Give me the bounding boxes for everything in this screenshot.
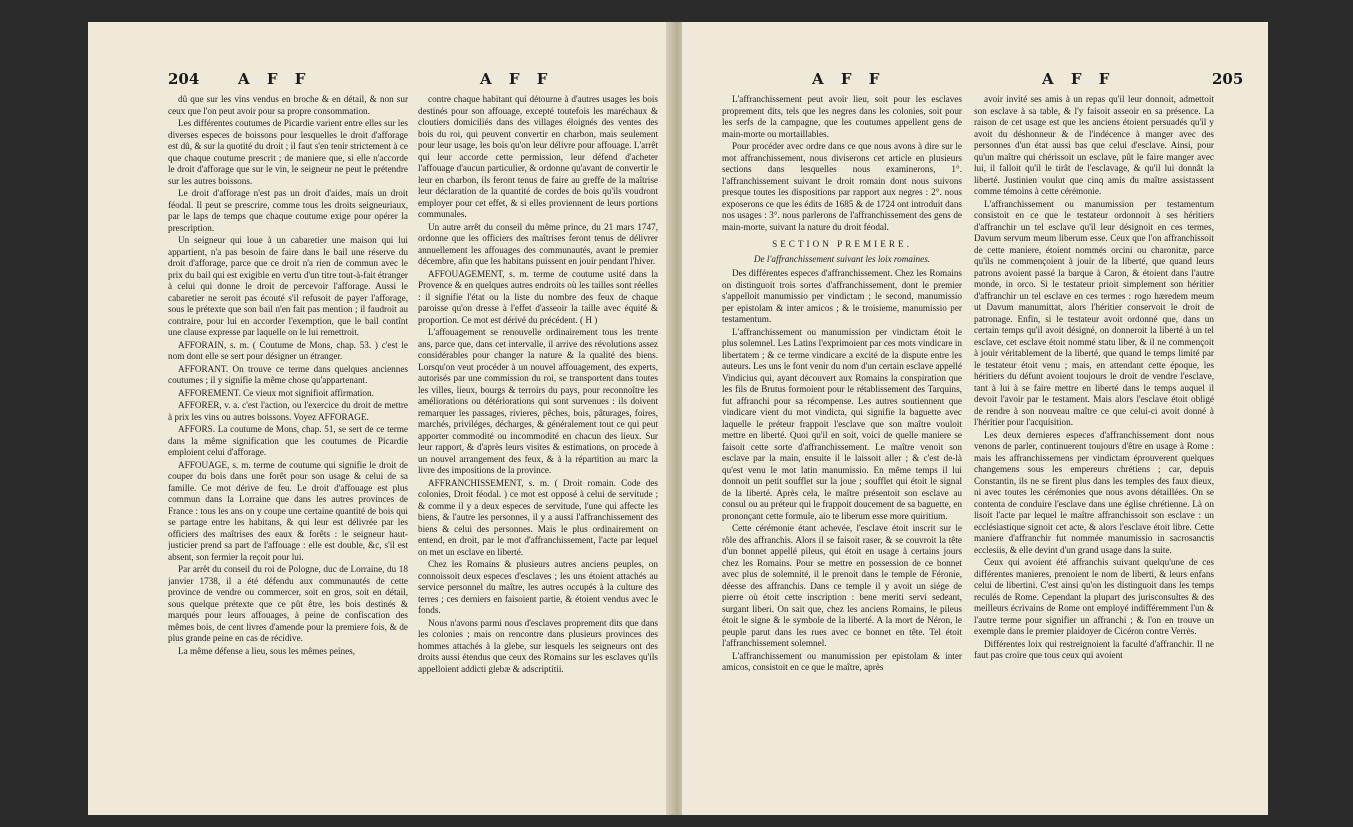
- right-running-head-2: A F F: [1042, 70, 1116, 88]
- paragraph: Un seigneur qui loue à un cabaretier une maison qui lui appartient, n'a pas besoin de faire dans le bail une réserve du droit d'afforage, parce que ce droit n'a rien de commun avec le prix du bail qui est exigible en vertu d'un titre tout-à-fait étranger à celui qui donne le droit de percevoir l'afforage. Aussi le cabaretier ne seroit pas écouté s'il refusoit de payer l'afforage, sous le prétexte que son bail n'en fait pas mention ; il faudroit au contraire, pour lui en accorder l'exemption, que le bail contînt une clause expresse par laquelle on le lui remettroit.: [168, 235, 408, 337]
- paragraph: Différentes loix qui restreignoient la faculté d'affranchir. Il ne faut pas croire que tous ceux qui avoient: [974, 638, 1214, 660]
- paragraph: Les deux dernieres especes d'affranchissement dont nous venons de parler, continuerent toujours d'être en usage à Rome : mais les affranchissemens per vindictam éprouverent quelques changemens sous les empereurs chrétiens ; car, depuis Constantin, ils ne se firent plus dans les temples des faux dieux, ni avec toutes les cérémonies que nous avons détaillées. On se contenta de conduire l'esclave dans une église chrétienne. Là on lisoit l'acte par lequel le maître affranchissoit son esclave : un ecclésiastique signoit cet acte, & alors l'esclave étoit libre. Cette maniere d'affranchir fut nommée manumissio in sacrosanctis ecclesiis, & elle devint d'un grand usage dans la suite.: [974, 429, 1214, 555]
- right-column-1: [722, 94, 962, 794]
- paragraph: contre chaque habitant qui détourne à d'autres usages les bois destinés pour son affouage, excepté toutefois les maréchaux & cloutiers domiciliés dans des villages éloignés des ventes des bois du roi, qui peuvent convertir en charbon, mais seulement pour leur usage, les bois qu'on leur délivre pour affouage. L'arrêt qui leur accorde cette permission, leur défend d'acheter l'affouage d'aucun particulier, & ordonne qu'avant de convertir le leur en charbon, ils feront tenus de faire au greffe de la maîtrise leur déclaration de la quantité de cordes de bois qu'ils voudront employer pour cet effet, & si elles proviennent de leurs portions communales.: [418, 94, 658, 219]
- right-page: [682, 22, 1268, 815]
- left-page-number: 204: [168, 70, 200, 88]
- left-column-1: [168, 94, 408, 794]
- paragraph: AFFORS. La coutume de Mons, chap. 51, se sert de ce terme dans la même signification que les coutumes de Picardie emploient celui d'afforage.: [168, 424, 408, 457]
- paragraph: Nous n'avons parmi nous d'esclaves proprement dits que dans les colonies ; mais on rencontre dans plusieurs provinces des hommes attachés à la glebe, sur lesquels les seigneurs ont des droits aussi étendus que ceux des Romains sur les esclaves qu'ils appelloient addicti glebæ & adscriptitii.: [418, 617, 658, 674]
- paragraph: L'affouagement se renouvelle ordinairement tous les trente ans, parce que, dans cet intervalle, il arrive des révolutions assez considérables pour changer la nature & la qualité des biens. Lorsqu'on veut procéder à un nouvel affouagement, des experts, autorisés par une commission du roi, se transportent dans toutes les villes, lieux, bourgs & terroirs du pays, pour reconnoître les améliorations ou détériorations qui sont survenues : ils doivent remarquer les passages, rivieres, pêches, bois, pâturages, foires, marchés, priviléges, décharges, & généralement tout ce qui peut apporter commodité ou incommodité en chacun des lieux. Sur leur rapport, & d'après leurs visites & estimations, on procede à un nouvel arrangement des feux, & à la répartition au marc la livre des impositions de la province.: [418, 327, 658, 475]
- paragraph: AFFORER, v. a. c'est l'action, ou l'exercice du droit de mettre à prix les vins ou autres boissons. Voyez AFFORAGE.: [168, 400, 408, 422]
- paragraph: Ceux qui avoient été affranchis suivant quelqu'une de ces différentes manieres, prenoient le nom de liberti, & leurs enfans celui de libertini. C'est ainsi qu'on les distinguoit dans les temps reculés de Rome. Cependant la plupart des jurisconsultes & des meilleurs écrivains de Rome ont employé indifféremment l'un & l'autre terme pour signifier un affranchi ; & l'on en trouve un exemple dans le premier plaidoyer de Cicéron contre Verrès.: [974, 557, 1214, 636]
- paragraph: Le droit d'afforage n'est pas un droit d'aides, mais un droit féodal. Il peut se prescrire, comme tous les droits seigneuriaux, par le laps de temps que chaque coutume exige pour opérer la prescription.: [168, 188, 408, 233]
- paragraph: AFFORANT. On trouve ce terme dans quelques anciennes coutumes ; il y signifie la même chose qu'appartenant.: [168, 363, 408, 385]
- paragraph: Chez les Romains & plusieurs autres anciens peuples, on connoissoit deux especes d'esclaves ; les uns étoient attachés au service personnel du maître, les autres occupés à la culture des terres ; ces derniers en faisoient partie, & étoient vendus avec le fonds.: [418, 559, 658, 615]
- left-column-2: [418, 94, 658, 794]
- right-page-number: 205: [1212, 70, 1244, 88]
- left-running-head-1: A F F: [238, 70, 312, 88]
- open-book: [88, 22, 1268, 815]
- paragraph: dû que sur les vins vendus en broche & en détail, & non sur ceux que l'on peut avoir pour sa propre consommation.: [168, 94, 408, 116]
- paragraph: L'affranchissement ou manumission per vindictam étoit le plus solemnel. Les Latins l'exprimoient par ces mots vindicare in libertatem ; & ce terme vindicare a excité de la dispute entre les auteurs. Les uns le font venir du nom d'un certain esclave appellé Vindicius qui, ayant découvert aux Romains la conspiration que les fils de Brutus formoient pour le rétablissement des Tarquins, fut affranchi pour sa récompense. Les autres soutiennent que vindicare vient du mot vindicta, qui signifie la baguette avec laquelle le préteur frappoit l'esclave que son maître vouloit mettre en liberté. Quoi qu'il en soit, voici de quelle maniere se faisoit cette sorte d'affranchissement. Le maître venoit son esclave par la main, ensuite il le laissoit aller ; & c'est de-là qu'est venu le mot latin manumissio. En même temps il lui donnoit un petit soufflet sur la joue ; soufflet qui étoit le signal de la liberté. Après cela, le maître présentoit son esclave au consul ou au préteur qui le frappoit doucement de sa baguette, en prononçant cette formule, aio te liberum esse more quiritium.: [722, 326, 962, 521]
- left-page: [88, 22, 674, 815]
- paragraph: Par arrêt du conseil du roi de Pologne, duc de Lorraine, du 18 janvier 1738, il a été défendu aux communautés de cette province de vendre ou commercer, soit en gros, soit en détail, sous quelque prétexte que ce pût être, les bois destinés & marqués pour leurs affouages, à peine de confiscation des mêmes bois, de cent livres d'amende pour la premiere fois, & de plus grande peine en cas de récidive.: [168, 564, 408, 643]
- left-running-head-2: A F F: [480, 70, 554, 88]
- paragraph: AFFOREMENT. Ce vieux mot signifioit affirmation.: [178, 387, 374, 398]
- paragraph: AFFOUAGEMENT, s. m. terme de coutume usité dans la Provence & en quelques autres endroits où les tailles sont réelles : il signifie l'état ou la liste du nombre des feux de chaque paroisse qu'on dresse à l'effet d'asseoir la taille avec équité & proportion. Ce mot est dérivé du précédent. ( H ): [418, 268, 658, 325]
- paragraph: Des différentes especes d'affranchissement. Chez les Romains on distinguoit trois sortes d'affranchissement, dont le premier s'appelloit manumissio per vindictam ; le second, manumissio per epistolam & inter amicos ; & le troisieme, manumissio per testamentum.: [722, 268, 962, 324]
- paragraph: AFFORAIN, s. m. ( Coutume de Mons, chap. 53. ) c'est le nom dont elle se sert pour désigner un étranger.: [168, 339, 408, 361]
- paragraph: La même défense a lieu, sous les mêmes peines,: [178, 645, 356, 656]
- paragraph: L'affranchissement ou manumission per testamentum consistoit en ce que le testateur ordonnoit à ses héritiers d'affranchir un tel esclave qu'il leur désignoit en ces termes, Davum servum meum liberum esse. Ceux que l'on affranchissoit de cette maniere, étoient nommés orcini ou charonitæ, parce qu'ils ne commençoient à jouir de la liberté, que quand leurs patrons avoient passé la barque à Caron, & étoient dans l'autre monde, in orco. Si le testateur prioit simplement son héritier d'affranchir un tel esclave en ces termes : rogo hæredem meum ut Davum manumittat, alors l'héritier conservoit le droit de patronage. Enfin, si le testateur avoit ordonné que, dans un certain temps qu'il avoit désigné, on donneroit la liberté à un tel esclave, cet esclave étoit nommé statu liber, & il ne commençoit à jouir véritablement de la liberté, que quand le temps limité par le testateur étoit venu ; mais, en attendant cette époque, les héritiers du défunt avoient toujours le droit de vendre l'esclave, tant à lui à se faire mettre en liberté dans le temps auquel il devoit l'avoir par le testament. Mais alors l'esclave étoit obligé de rendre à son nouveau maître ce que celui-ci avoit donné à l'héritier pour l'acquisition.: [974, 198, 1214, 427]
- right-running-head-1: A F F: [812, 70, 886, 88]
- paragraph: L'affranchissement ou manumission per epistolam & inter amicos, consistoit en ce que le maître, après: [722, 650, 962, 672]
- paragraph: Pour procéder avec ordre dans ce que nous avons à dire sur le mot affranchissement, nous diviserons cet article en plusieurs sections dans lesquelles nous examinerons, 1°. l'affranchissement suivant le droit romain dont nous suivons presque toutes les dispositions par rapport aux negres : 2°. nous exposerons ce que les édits de 1685 & de 1724 ont introduit dans nos usages : 3°. nous parlerons de l'affranchissement des gens de main-morte, suivant la nature du droit féodal.: [722, 141, 962, 232]
- right-column-2: [974, 94, 1214, 794]
- paragraph: AFFOUAGE, s. m. terme de coutume qui signifie le droit de couper du bois dans une forêt pour son usage & celui de sa famille. Ce mot dérive de feu. Le droit d'affouage est plus commun dans la Lorraine que dans les autres provinces de France : tous les ans on y coupe une certaine quantité de bois qui se partage entre les habitans, & qui leur est délivrée par les officiers des maîtrises des eaux & forêts : le seigneur haut-justicier prend sa part de l'affouage : elle est double, &c, s'il est absent, son fermier la reçoit pour lui.: [168, 459, 408, 562]
- section-title: SECTION PREMIERE.: [772, 239, 912, 249]
- paragraph: Les différentes coutumes de Picardie varient entre elles sur les diverses especes de boissons pour lesquelles le droit d'afforage est dû, & sur la quotité du droit ; il faut s'en tenir strictement à ce que chaque coutume prescrit ; de maniere que, si elle n'accorde le droit d'afforage que sur le vin, le seigneur ne peut le prétendre sur les autres boissons.: [168, 118, 408, 186]
- section-subtitle: De l'affranchissement suivant les loix romaines.: [753, 253, 931, 264]
- paragraph: avoir invité ses amis à un repas qu'il leur donnoit, admettoit son esclave à sa table, & l'y faisoit asseoir en sa présence. La raison de cet usage est que les anciens étoient persuadés qu'il y avoit du déshonneur & de l'indécence à manger avec des personnes d'un état aussi bas que celui d'esclave. Ainsi, pour qu'un maître qui chérissoit un esclave, pût le faire manger avec lui, il falloit qu'il le tirât de l'esclavage, & qu'il lui donnât la liberté. Justinien voulut que cinq amis du maître assistassent comme témoins à cette cérémonie.: [974, 94, 1214, 196]
- paragraph: Cette cérémonie étant achevée, l'esclave étoit inscrit sur le rôle des affranchis. Alors il se faisoit raser, & se couvroit la tête d'un bonnet appellé pileus, qui étoit en usage à certains jours chez les Romains. Pour se mettre en possession de ce bonnet avec plus de solemnité, il le prenoit dans le temple de Féronie, déesse des affranchis. Dans ce temple il y avoit un siége de pierre où étoit cette inscription : bene meriti servi sedeant, surgant liberi. On sait que, chez les anciens Romains, le pileus étoit le signe & le symbole de la liberté. A la mort de Néron, le peuple parut dans les rues avec ce bonnet en tête. Tel étoit l'affranchissement solemnel.: [722, 523, 962, 648]
- paragraph: AFFRANCHISSEMENT, s. m. ( Droit romain. Code des colonies, Droit féodal. ) ce mot est opposé à celui de servitude ; & comme il y a deux especes de servitude, l'une qui affecte les biens, & l'autre les personnes, il y a aussi l'affranchissement des biens & celui des personnes. Mais le plus ordinairement on entend, en droit, par le mot d'affranchissement, l'acte par lequel on met un esclave en liberté.: [418, 477, 658, 557]
- paragraph: Un autre arrêt du conseil du même prince, du 21 mars 1747, ordonne que les officiers des maîtrises feront tenus de délivrer annuellement les affouages des communautés, avant le premier décembre, afin que les habitans puissent en jouir pendant l'hiver.: [418, 221, 658, 266]
- paragraph: L'affranchissement peut avoir lieu, soit pour les esclaves proprement dits, tels que les negres dans les colonies, soit pour les serfs de la campagne, que les coutumes appellent gens de main-morte ou mortaillables.: [722, 94, 962, 139]
